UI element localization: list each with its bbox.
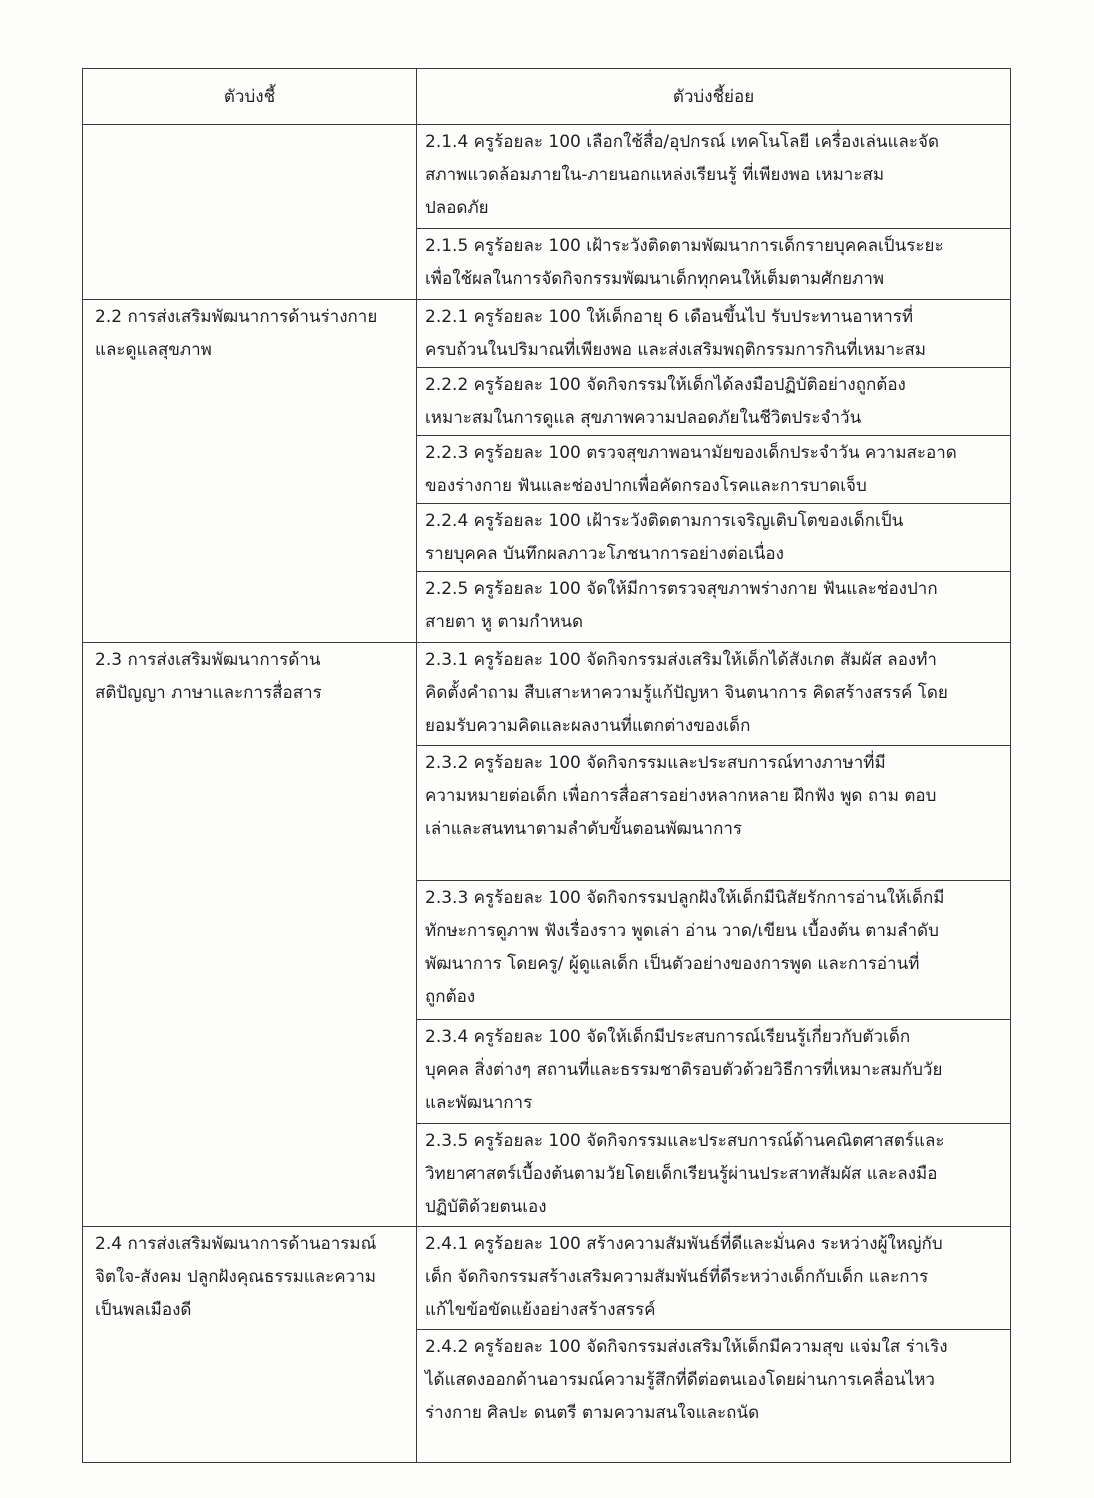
indicator-text: 2.2 การส่งเสริมพัฒนาการด้านร่างกาย และดูแลสุขภาพ — [95, 307, 378, 360]
table-row — [83, 125, 1011, 229]
header-sub-indicator: ตัวบ่งชี้ย่อย — [417, 69, 1011, 125]
sub-indicator-text: 2.3.1 ครูร้อยละ 100 จัดกิจกรรมส่งเสริมให้เด็กได้สังเกต สัมผัส ลองทำ คิดตั้งคำถาม สืบเสาะหาความรู้แก้ปัญหา จินตนาการ คิดสร้างสรรค์ โดย ยอมรับความคิดและผลงานที่แตกต่างของเด็ก — [425, 650, 948, 736]
sub-indicator-cell — [417, 436, 1011, 504]
sub-indicator-cell — [417, 1330, 1011, 1463]
sub-indicator-cell — [417, 572, 1011, 643]
sub-indicator-cell — [417, 1124, 1011, 1227]
sub-indicator-text: 2.1.5 ครูร้อยละ 100 เฝ้าระวังติดตามพัฒนาการเด็กรายบุคคลเป็นระยะ เพื่อใช้ผลในการจัดกิจกรรมพัฒนาเด็กทุกคนให้เต็มตามศักยภาพ — [425, 236, 944, 289]
table-row — [83, 1227, 1011, 1330]
sub-indicator-text: 2.3.4 ครูร้อยละ 100 จัดให้เด็กมีประสบการณ์เรียนรู้เกี่ยวกับตัวเด็ก บุคคล สิ่งต่างๆ สถานที่และธรรมชาติรอบตัวด้วยวิธีการที่เหมาะสมกับวัย และพัฒนาการ — [425, 1027, 943, 1113]
indicator-text: 2.3 การส่งเสริมพัฒนาการด้าน สติปัญญา ภาษาและการสื่อสาร — [95, 650, 322, 703]
sub-indicator-cell — [417, 300, 1011, 368]
sub-indicator-cell — [417, 125, 1011, 229]
sub-indicator-text: 2.2.2 ครูร้อยละ 100 จัดกิจกรรมให้เด็กได้ลงมือปฏิบัติอย่างถูกต้อง เหมาะสมในการดูแล สุขภาพความปลอดภัยในชีวิตประจำวัน — [425, 375, 906, 428]
indicator-cell — [83, 1227, 417, 1463]
sub-indicator-cell — [417, 643, 1011, 746]
indicator-text — [83, 125, 416, 126]
table-header-row — [83, 69, 1011, 125]
sub-indicator-cell — [417, 746, 1011, 881]
sub-indicator-text: 2.4.1 ครูร้อยละ 100 สร้างความสัมพันธ์ที่ดีและมั่นคง ระหว่างผู้ใหญ่กับ เด็ก จัดกิจกรรมสร้างเสริมความสัมพันธ์ที่ดีระหว่างเด็กกับเด็ก และการ แก้ไขข้อขัดแย้งอย่างสร้างสรรค์ — [425, 1234, 943, 1320]
sub-indicator-text: 2.1.4 ครูร้อยละ 100 เลือกใช้สื่อ/อุปกรณ์ เทคโนโลยี เครื่องเล่นและจัด สภาพแวดล้อมภายใน-ภายนอกแหล่งเรียนรู้ ที่เพียงพอ เหมาะสม ปลอดภัย — [425, 132, 939, 218]
indicator-cell — [83, 125, 417, 300]
sub-indicator-cell — [417, 504, 1011, 572]
sub-indicator-cell — [417, 881, 1011, 1020]
header-indicator: ตัวบ่งชี้ — [83, 69, 417, 125]
indicator-cell — [83, 643, 417, 1227]
sub-indicator-text: 2.2.5 ครูร้อยละ 100 จัดให้มีการตรวจสุขภาพร่างกาย ฟันและช่องปาก สายตา หู ตามกำหนด — [425, 579, 938, 632]
sub-indicator-text: 2.2.3 ครูร้อยละ 100 ตรวจสุขภาพอนามัยของเด็กประจำวัน ความสะอาด ของร่างกาย ฟันและช่องปากเพื่อคัดกรองโรคและการบาดเจ็บ — [425, 443, 957, 496]
sub-indicator-text: 2.4.2 ครูร้อยละ 100 จัดกิจกรรมส่งเสริมให้เด็กมีความสุข แจ่มใส ร่าเริง ได้แสดงออกด้านอารมณ์ความรู้สึกที่ดีต่อตนเองโดยผ่านการเคลื่อนไหว ร่างกาย ศิลปะ ดนตรี ตามความสนใจและถนัด — [425, 1337, 948, 1423]
table-row — [83, 300, 1011, 368]
sub-indicator-cell — [417, 1020, 1011, 1124]
indicator-table — [82, 68, 1011, 1463]
sub-indicator-cell — [417, 229, 1011, 300]
sub-indicator-text: 2.3.5 ครูร้อยละ 100 จัดกิจกรรมและประสบการณ์ด้านคณิตศาสตร์และ วิทยาศาสตร์เบื้องต้นตามวัยโดยเด็กเรียนรู้ผ่านประสาทสัมผัส และลงมือ ปฏิบัติด้วยตนเอง — [425, 1131, 945, 1217]
sub-indicator-cell — [417, 1227, 1011, 1330]
sub-indicator-text: 2.3.2 ครูร้อยละ 100 จัดกิจกรรมและประสบการณ์ทางภาษาที่มี ความหมายต่อเด็ก เพื่อการสื่อสารอย่างหลากหลาย ฝึกฟัง พูด ถาม ตอบ เล่าและสนทนาตามลำดับขั้นตอนพัฒนาการ — [425, 753, 937, 839]
indicator-text: 2.4 การส่งเสริมพัฒนาการด้านอารมณ์ จิตใจ-สังคม ปลูกฝังคุณธรรมและความ เป็นพลเมืองดี — [95, 1234, 377, 1320]
sub-indicator-text: 2.3.3 ครูร้อยละ 100 จัดกิจกรรมปลูกฝังให้เด็กมีนิสัยรักการอ่านให้เด็กมี ทักษะการดูภาพ ฟังเรื่องราว พูดเล่า อ่าน วาด/เขียน เบื้องต้น ตามลำดับ พัฒนาการ โดยครู/ ผู้ดูแลเด็ก เป็นตัวอย่างของการพูด และการอ่านที่ ถูกต้อง — [425, 888, 945, 1007]
sub-indicator-cell — [417, 368, 1011, 436]
sub-indicator-text: 2.2.4 ครูร้อยละ 100 เฝ้าระวังติดตามการเจริญเติบโตของเด็กเป็น รายบุคคล บันทึกผลภาวะโภชนาการอย่างต่อเนื่อง — [425, 511, 904, 564]
table-row — [83, 643, 1011, 746]
sub-indicator-text: 2.2.1 ครูร้อยละ 100 ให้เด็กอายุ 6 เดือนขึ้นไป รับประทานอาหารที่ ครบถ้วนในปริมาณที่เพียงพอ และส่งเสริมพฤติกรรมการกินที่เหมาะสม — [425, 307, 927, 360]
indicator-cell — [83, 300, 417, 643]
